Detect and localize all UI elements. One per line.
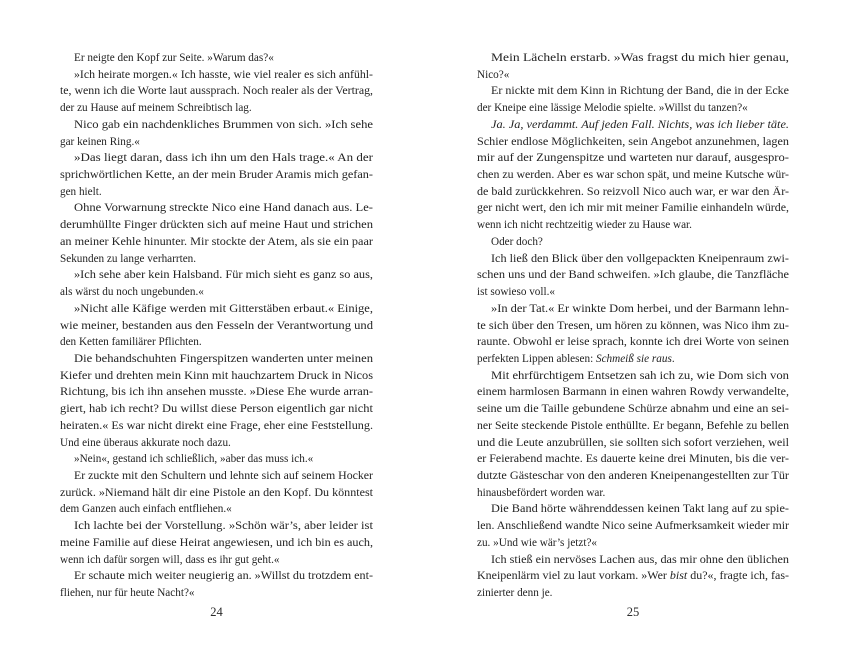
text-line-content: ger nicht wert, den ich mir mit meiner Familie einhandeln würde, — [477, 202, 789, 215]
text-line — [60, 200, 373, 217]
paragraph — [477, 50, 789, 83]
text-line-content: Mein Lächeln erstarb. »Was fragst du mich hier genau, — [491, 52, 789, 64]
text-line — [477, 334, 789, 351]
text-line — [60, 418, 373, 435]
paragraph — [60, 117, 373, 150]
text-line-content: perfekten Lippen ablesen: Schmeiß sie raus. — [477, 352, 675, 365]
text-line-content: Die Band hörte währenddessen keinen Takt lang auf zu spie- — [491, 503, 789, 516]
text-line-content: Nico gab ein nachdenkliches Brummen von sich. »Ich sehe — [74, 118, 373, 131]
paragraph — [477, 368, 789, 502]
text-line-content: gar keinen Ring.« — [60, 135, 140, 148]
page-left-text-column — [60, 50, 373, 602]
text-line — [60, 117, 373, 134]
text-line-content: Richtung, bis ich ihn ansehen musste. »Diese Ehe wurde arran- — [60, 386, 373, 399]
text-line — [477, 267, 789, 284]
paragraph — [60, 518, 373, 568]
text-line-content: an meiner Kehle hinunter. Mir stockte der Atem, als sie ein paar — [60, 235, 373, 248]
text-line-content: derumhüllte Finger drückten sich auf meine Haut und strichen — [60, 219, 373, 232]
paragraph — [477, 501, 789, 551]
text-line — [60, 384, 373, 401]
paragraph — [477, 552, 789, 602]
paragraph — [477, 234, 789, 251]
text-line — [60, 134, 373, 151]
text-line-content: der Kneipe eine lässige Melodie spielte. »Willst du tanzen?« — [477, 102, 748, 115]
text-line-content: chen zu werden. Aber es war schon spät, und meine Kutsche wür- — [477, 169, 789, 182]
text-line — [60, 351, 373, 368]
text-line — [477, 184, 789, 201]
text-line — [477, 585, 789, 602]
text-line-content: ist sowieso voll.« — [477, 286, 556, 299]
text-line-content: Die behandschuhten Fingerspitzen wanderten unter meinen — [74, 352, 373, 365]
text-line — [477, 485, 789, 502]
text-line — [60, 234, 373, 251]
text-line-content: schen uns und der Band schweifen. »Ich glaube, die Tanzfläche — [477, 269, 789, 282]
text-line — [60, 585, 373, 602]
text-line-content: mir auf der Zungenspitze und warteten nur darauf, ausgespro- — [477, 152, 789, 165]
text-line — [477, 200, 789, 217]
text-line — [477, 552, 789, 569]
text-line — [477, 217, 789, 234]
text-line-content: »Ich sehe aber kein Halsband. Für mich sieht es ganz so aus, — [74, 269, 373, 282]
text-line — [477, 418, 789, 435]
page-right-text-column — [477, 50, 789, 602]
text-line — [60, 100, 373, 117]
text-line — [60, 267, 373, 284]
text-line — [60, 501, 373, 518]
page-number-left: 24 — [210, 605, 223, 619]
text-line — [60, 67, 373, 84]
text-line-content: »Nein«, gestand ich schließlich, »aber das muss ich.« — [74, 453, 314, 466]
text-line — [477, 100, 789, 117]
text-line — [477, 501, 789, 518]
paragraph — [60, 267, 373, 300]
text-line-content: raunte. Obwohl er leise sprach, konnte ich drei Worte von seinen — [477, 336, 789, 349]
text-line — [477, 368, 789, 385]
text-line — [477, 318, 789, 335]
text-line-content: zurück. »Niemand hält dir eine Pistole an den Kopf. Du könntest — [60, 486, 373, 499]
text-line — [60, 468, 373, 485]
text-line-content: seine um die Taille gebundene Schürze abnahm und eine an sei- — [477, 403, 789, 416]
paragraph — [60, 351, 373, 451]
paragraph — [60, 468, 373, 518]
text-line-content: wenn ich dafür sorgen will, dass es ihr gut geht.« — [60, 553, 280, 566]
text-line-content: einem harmlosen Barmann in einen wahren Rowdy verwandelte, — [477, 386, 789, 399]
text-line-content: Kneipenlärm viel zu laut vorkam. »Wer bist du?«, fragte ich, fas- — [477, 570, 789, 583]
paragraph — [60, 301, 373, 351]
text-line-content: zu. »Und wie wär’s jetzt?« — [477, 536, 598, 549]
text-line-content: zinierter denn je. — [477, 587, 553, 599]
text-line — [60, 535, 373, 552]
text-line — [477, 468, 789, 485]
text-line — [60, 284, 373, 301]
text-line — [477, 518, 789, 535]
paragraph — [477, 251, 789, 301]
text-line — [477, 351, 789, 368]
text-line — [477, 134, 789, 151]
paragraph — [60, 67, 373, 117]
text-line — [60, 83, 373, 100]
text-line — [60, 451, 373, 468]
text-line — [60, 485, 373, 502]
text-line — [477, 535, 789, 552]
text-line-content: te, wenn ich die Worte laut aussprach. Noch realer als der Vertrag, — [60, 85, 373, 98]
paragraph — [60, 150, 373, 200]
text-line — [60, 401, 373, 418]
text-line-content: heiraten.« Es war nicht direkt eine Frage, eher eine Feststellung. — [60, 419, 373, 432]
text-line-content: te sich über den Tresen, um hören zu können, was Nico ihm zu- — [477, 319, 789, 332]
text-line — [477, 301, 789, 318]
text-line-content: hinausbefördert worden war. — [477, 486, 606, 499]
text-line — [477, 435, 789, 452]
text-line — [60, 368, 373, 385]
text-line — [60, 184, 373, 201]
text-line — [477, 384, 789, 401]
text-line-content: Ich lachte bei der Vorstellung. »Schön wär’s, aber leider ist — [74, 520, 373, 533]
paragraph — [477, 117, 789, 234]
text-line-content: »In der Tat.« Er winkte Dom herbei, und der Barmann lehn- — [491, 302, 789, 315]
text-line — [477, 83, 789, 100]
text-line — [60, 50, 373, 67]
text-line-content: und die Leute anzubrüllen, sie sollten sich sofort verziehen, weil — [477, 436, 789, 449]
text-line-content: Sekunden zu lange verharrten. — [60, 252, 197, 265]
text-line-content: gen hielt. — [60, 185, 102, 198]
text-line — [477, 251, 789, 268]
text-line — [60, 568, 373, 585]
text-line-content: Ich stieß ein nervöses Lachen aus, das mir ohne den üblichen — [491, 553, 789, 566]
text-line — [477, 167, 789, 184]
text-line-content: »Das liegt daran, dass ich ihn um den Hals trage.« An der — [74, 152, 373, 165]
text-line-content: Kiefer und drehten mein Kinn mit hauchzartem Druck in Nicos — [60, 369, 373, 382]
paragraph — [60, 451, 373, 468]
text-line-content: als wärst du noch ungebunden.« — [60, 286, 204, 299]
text-line — [477, 150, 789, 167]
text-line — [477, 67, 789, 84]
text-line — [477, 451, 789, 468]
text-line-content: ner Seite steckende Pistole enthüllte. Er begann, Befehle zu bellen — [477, 419, 789, 432]
text-line-content: den Ketten familiärer Pflichten. — [60, 336, 202, 349]
text-line — [60, 518, 373, 535]
text-line — [60, 435, 373, 452]
text-line-content: Schier endlose Möglichkeiten, sein Angebot anzunehmen, lagen — [477, 135, 789, 148]
text-line — [60, 301, 373, 318]
text-line — [477, 568, 789, 585]
page-number-right: 25 — [626, 605, 640, 619]
text-line-content: Ich ließ den Blick über den vollgepackten Kneipenraum zwi- — [491, 252, 789, 265]
paragraph — [477, 83, 789, 116]
text-line-content: Oder doch? — [491, 235, 543, 248]
text-line-content: len. Anschließend wandte Nico seine Aufmerksamkeit wieder mir — [477, 520, 789, 533]
text-line — [60, 167, 373, 184]
text-line-content: giert, hab ich recht? Du willst diese Person eigentlich gar nicht — [60, 403, 373, 416]
paragraph — [477, 301, 789, 368]
text-line-content: Mit ehrfürchtigem Entsetzen sah ich zu, wie Dom sich von — [491, 369, 789, 382]
paragraph — [60, 568, 373, 601]
text-line-content: Er nickte mit dem Kinn in Richtung der Band, die in der Ecke — [491, 85, 789, 98]
text-line — [477, 117, 789, 134]
text-line-content: Er zuckte mit den Schultern und lehnte sich auf seinem Hocker — [74, 469, 373, 482]
text-line — [60, 318, 373, 335]
text-line-content: der zu Hause auf meinem Schreibtisch lag. — [60, 102, 252, 115]
text-line — [477, 50, 789, 67]
text-line — [60, 150, 373, 167]
paragraph — [60, 50, 373, 67]
paragraph — [60, 200, 373, 267]
text-line-content: Und eine überaus akkurate noch dazu. — [60, 436, 231, 449]
text-line-content: wenn ich nicht rechtzeitig wieder zu Hause war. — [477, 219, 692, 232]
text-line-content: Er neigte den Kopf zur Seite. »Warum das?« — [74, 52, 274, 64]
text-line-content: dutzte Gästeschar von den anderen Kneipenangestellten zur Tür — [477, 469, 789, 482]
text-line-content: Ja. Ja, verdammt. Auf jeden Fall. Nichts, was ich lieber täte. — [491, 118, 789, 131]
text-line-content: dem Ganzen auch einfach entfliehen.« — [60, 503, 232, 516]
text-line-content: de bald zurückkehren. So reizvoll Nico auch war, er war den Är- — [477, 185, 789, 198]
text-line-content: wie meiner, bestanden aus den Fesseln der Verantwortung und — [60, 319, 373, 332]
text-line — [60, 217, 373, 234]
text-line — [60, 552, 373, 569]
text-line-content: meine Familie auf diese Heirat angewiesen, und ich bin es auch, — [60, 536, 373, 549]
text-line — [477, 284, 789, 301]
text-line-content: Ohne Vorwarnung streckte Nico eine Hand danach aus. Le- — [74, 202, 373, 215]
text-line-content: Er schaute mich weiter neugierig an. »Willst du trotzdem ent- — [74, 570, 374, 583]
text-line-content: Nico?« — [477, 68, 510, 81]
text-line-content: »Ich heirate morgen.« Ich hasste, wie viel realer es sich anfühl- — [74, 68, 373, 81]
text-line — [477, 234, 789, 251]
text-line-content: »Nicht alle Käfige werden mit Gitterstäben erbaut.« Einige, — [74, 302, 373, 315]
text-line-content: fliehen, nur für heute Nacht?« — [60, 587, 195, 599]
text-line — [60, 334, 373, 351]
text-line-content: sprichwörtlichen Kette, an der mein Bruder Aramis mich gefan- — [60, 169, 373, 182]
text-line — [60, 251, 373, 268]
text-line-content: er Feierabend machte. Es dauerte keine drei Minuten, bis die ver- — [477, 453, 789, 466]
text-line — [477, 401, 789, 418]
